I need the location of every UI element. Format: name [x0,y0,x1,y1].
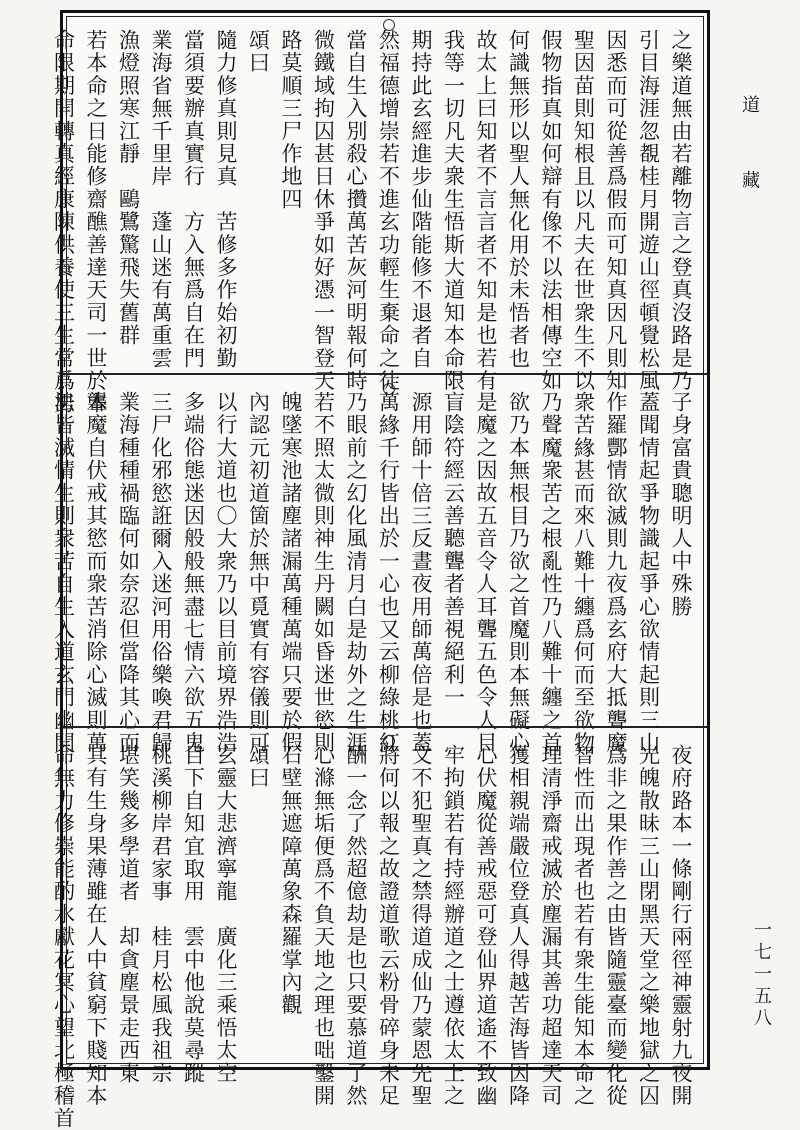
text-column: 夜府路本一條剛行兩徑神靈射九夜開 [669,744,693,1108]
page-number: 一七一五八 [751,920,772,1030]
text-column: 堪笑幾多學道者 却貪塵景走西東 [116,744,141,1085]
text-column: 將何以報之故證道歌云粉骨碎身未足 [376,744,401,1108]
text-column: 若不照太微則神生丹闕如昏迷世慾則 [311,391,336,755]
book-title: 道 藏 [739,95,760,215]
text-column: 內認元初道箇於無中覓實有容儀則可 [246,391,271,755]
text-column: 理清淨齋戒滅於塵漏其善功超達天司 [539,744,563,1108]
text-column: 我等一切凡夫衆生悟斯大道知本命限 [441,29,466,393]
text-column: 酬一念了然超億劫是也只要慕道了然 [344,744,368,1108]
text-column: 引目海涯忽覩桂月開遊山徑頓覺松風 [636,29,661,393]
text-panel-middle [51,373,707,755]
text-column: 三尸化邪慾誑爾入迷河用俗樂喚君歸 [149,391,173,755]
text-column: 當須要辦真實行 方入無爲自在門 [181,29,206,370]
text-column: 欲乃本無根目乃欲之首魔則本無礙心 [506,391,531,755]
text-column: 頌曰 [246,29,271,75]
text-column: 故太上曰知者不言言者不知是也若有 [474,29,498,393]
text-column: 盲陰符經云善聽聾者善視絕利一 [441,391,466,709]
text-column: 石壁無遮障萬象森羅掌內觀 [279,744,303,1017]
page-frame [51,10,710,1130]
text-column: 頌曰 [246,744,271,790]
text-column: 魄墜寒池諸塵諸漏萬種萬端只要於假 [279,391,303,755]
text-column: 當自生入別殺心攢萬苦灰河明報何時 [344,29,368,393]
text-column: 若本命之日能修齋醮善達天司一世於本 [84,29,108,415]
text-column: 獲相親端嚴位登真人得越苦海皆因降 [506,744,531,1108]
text-column: 業海種種禍臨何如奈忍但當降其心而 [116,391,141,755]
text-column: 聖因苗則知根且以凡夫在世衆生不以 [571,29,596,393]
text-column: 其有生身果薄雖在人中貧窮下賤知本 [84,744,108,1108]
text-panel-top [51,13,707,415]
text-column: 何識無形以聖人無化用於未悟者也 [506,29,531,370]
text-column: 命無力修崇能酌水獻花冥心望北極稽首 [51,744,76,1130]
text-column: 期持此玄經進步仙階能修不退者自 [409,29,433,370]
text-column: 玄靈大悲濟寧龍 廣化三乘悟太空 [214,744,238,1085]
text-column: 隨力修真則見真 苦修多作始初勤 [214,29,238,370]
text-column: 因悉而可從善爲假而可知真因凡則知 [604,29,628,393]
text-column: 聾魔自伏戒其慾而衆苦消除心滅則萬 [84,391,108,755]
text-column: 子身富貴聰明人中殊勝 [669,391,693,618]
text-column: 萬緣千行皆出於一心也又云柳綠桃紅 [376,391,401,755]
text-column: 命限期開轉真經康陳供養使三生常爲男 [51,29,76,415]
text-column: 微鐵域拘囚甚日休爭如好憑一智登天 [311,29,336,393]
text-column: 多端俗態迷因般般無盡七情六欲五鬼 [181,391,206,755]
text-column: 心伏魔從善戒惡可登仙界道遙不致幽 [474,744,498,1108]
text-column: 是魔之因故五音令人耳聾五色令人目 [474,391,498,755]
text-column: 路莫順三尸作地四 [279,29,303,211]
text-column: 光魄散昧三山閉黑天堂之樂地獄之囚 [636,744,661,1108]
text-column: 以行大道也〇大衆乃以目前境界浩浩 [214,391,238,755]
text-column: 源用師十倍三反晝夜用師萬倍是也蓋 [409,391,433,755]
text-column: 牢拘鎖若有持經辦道之士遵依太上之 [441,744,466,1108]
text-column: 業海省無千里岸 蓬山迷有萬重雲 [149,29,173,370]
text-column: 目下自知宜取用 雲中他說莫尋蹤 [181,744,206,1085]
text-column: 智性而出現者也若有衆生能知本命之 [571,744,596,1108]
text-column: 衆苦緣甚而來八難十纏爲何而至欲物 [571,391,596,755]
text-column: 桃溪柳岸君家事 桂月松風我祖宗 [149,744,173,1085]
text-column: 然福德增崇若不進玄功輕生棄命之徒 [376,29,401,393]
text-column: 蓋聞情起爭物識起爭心欲情起則三山 [636,391,661,755]
text-column: 漁燈照寒江靜 鷗鷺驚飛失舊群 [116,29,141,347]
text-column: 心滌無垢便爲不負天地之理也咄鑿開 [311,744,336,1108]
text-panel-bottom [51,726,707,1130]
text-column: 假物指真如何辯有像不以法相傳空如 [539,29,563,393]
text-column: 作羅酆情欲滅則九夜爲玄府大抵聾魔 [604,391,628,755]
text-column: 乃眼前之幻化風清月白是劫外之生涯 [344,391,368,755]
text-column: 爲非之果作善之由皆隨靈臺而變化從 [604,744,628,1108]
text-column: 文不犯聖真之禁得道成仙乃蒙恩先聖 [409,744,433,1108]
text-column: 之樂道無由若離物言之登真沒路是乃 [669,29,693,393]
text-column: 乃聲魔衆苦之根亂性乃八難十纏之首 [539,391,563,755]
text-column: 法皆滅情生則衆苦自生入道玄門幽開 [51,391,76,755]
